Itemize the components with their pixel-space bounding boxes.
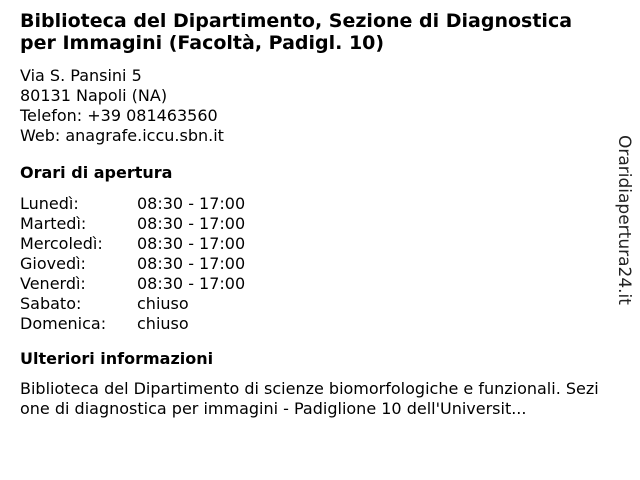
day-hours: 08:30 - 17:00 — [137, 194, 246, 213]
day-hours: 08:30 - 17:00 — [137, 254, 246, 273]
contact-block — [20, 66, 610, 146]
day-label: Venerdì: — [20, 274, 86, 293]
day-hours: chiuso — [137, 294, 189, 313]
info-heading: Ulteriori informazioni — [20, 349, 214, 368]
site-watermark: Oraridiapertura24.it — [614, 135, 634, 305]
website-link[interactable]: Web: anagrafe.iccu.sbn.it — [20, 126, 224, 145]
address-street: Via S. Pansini 5 — [20, 66, 142, 85]
hours-row — [20, 214, 610, 234]
day-hours: 08:30 - 17:00 — [137, 214, 246, 233]
hours-row — [20, 254, 610, 274]
day-label: Domenica: — [20, 314, 107, 333]
hours-table — [20, 194, 610, 334]
day-hours: 08:30 - 17:00 — [137, 274, 246, 293]
hours-row — [20, 294, 610, 314]
info-description: Biblioteca del Dipartimento di scienze biomorfologiche e funzionali. Sezione di diagnostica per immagini - Padiglione 10 dell'Universit... — [20, 379, 599, 418]
library-title: Biblioteca del Dipartimento, Sezione di Diagnostica per Immagini (Facoltà, Padigl. 10) — [20, 10, 573, 54]
hours-row — [20, 194, 610, 214]
hours-row — [20, 274, 610, 294]
library-card — [20, 10, 610, 419]
day-label: Lunedì: — [20, 194, 79, 213]
day-hours: chiuso — [137, 314, 189, 333]
hours-heading: Orari di apertura — [20, 163, 173, 182]
address-city: 80131 Napoli (NA) — [20, 86, 168, 105]
day-label: Giovedì: — [20, 254, 86, 273]
hours-row — [20, 234, 610, 254]
day-label: Mercoledì: — [20, 234, 103, 253]
hours-row — [20, 314, 610, 334]
day-label: Martedì: — [20, 214, 87, 233]
phone-number: Telefon: +39 081463560 — [20, 106, 218, 125]
day-hours: 08:30 - 17:00 — [137, 234, 246, 253]
day-label: Sabato: — [20, 294, 82, 313]
